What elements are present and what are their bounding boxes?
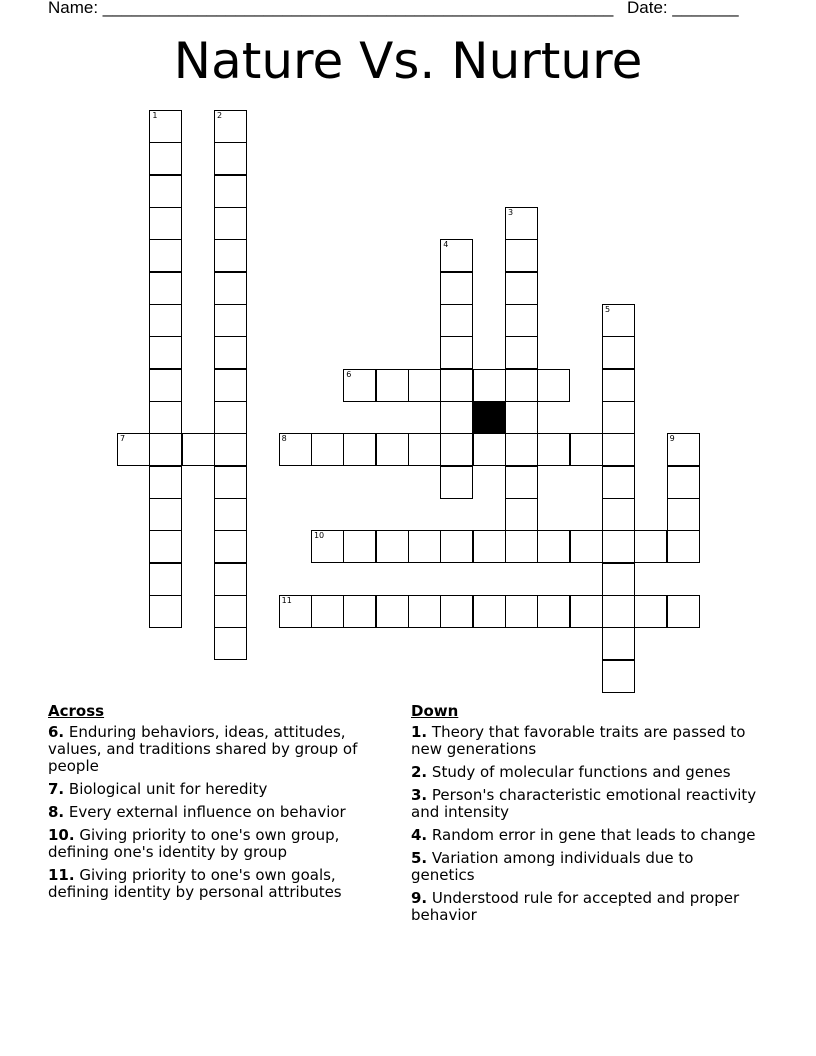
grid-cell[interactable] — [473, 369, 506, 402]
grid-cell[interactable] — [505, 530, 538, 563]
grid-cell[interactable] — [214, 563, 247, 596]
grid-cell[interactable] — [343, 530, 376, 563]
cell-number: 3 — [507, 207, 514, 217]
grid-cell[interactable] — [440, 595, 473, 628]
date-field-label: Date: _______ — [627, 0, 739, 17]
grid-cell[interactable] — [149, 498, 182, 531]
cell-number: 4 — [443, 240, 449, 250]
grid-cell[interactable] — [440, 433, 473, 466]
grid-cell[interactable] — [311, 595, 344, 628]
down-clue: 2. Study of molecular functions and genes — [411, 763, 731, 781]
across-clue: 8. Every external influence on behavior — [48, 803, 346, 821]
grid-cell[interactable] — [311, 530, 344, 563]
grid-cell[interactable] — [667, 595, 700, 628]
grid-cell[interactable] — [473, 433, 506, 466]
grid-cell[interactable] — [570, 433, 603, 466]
grid-cell[interactable] — [440, 304, 473, 337]
grid-cell[interactable] — [149, 433, 182, 466]
grid-cell[interactable] — [602, 627, 635, 660]
grid-cell[interactable] — [505, 207, 538, 240]
grid-cell[interactable] — [505, 466, 538, 499]
grid-cell[interactable] — [117, 433, 150, 466]
grid-cell[interactable] — [440, 336, 473, 369]
grid-cell[interactable] — [570, 595, 603, 628]
down-clue: 3. Person's characteristic emotional reactivity and intensity — [411, 786, 757, 821]
grid-cell[interactable] — [149, 239, 182, 272]
grid-cell[interactable] — [602, 433, 635, 466]
grid-cell[interactable] — [149, 401, 182, 434]
grid-cell[interactable] — [440, 272, 473, 305]
grid-cell[interactable] — [602, 498, 635, 531]
grid-cell[interactable] — [149, 336, 182, 369]
black-cell — [473, 401, 506, 434]
grid-cell[interactable] — [537, 433, 570, 466]
grid-cell[interactable] — [667, 530, 700, 563]
grid-cell[interactable] — [505, 433, 538, 466]
grid-cell[interactable] — [214, 175, 247, 208]
grid-cell[interactable] — [602, 660, 635, 693]
cell-number: 2 — [216, 111, 223, 120]
grid-cell[interactable] — [149, 369, 182, 402]
grid-cell[interactable] — [473, 530, 506, 563]
grid-cell[interactable] — [440, 401, 473, 434]
down-clue: 1. Theory that favorable traits are passed to new generations — [411, 723, 746, 758]
cell-number: 10 — [313, 531, 325, 541]
grid-cell[interactable] — [214, 272, 247, 305]
grid-cell[interactable] — [440, 369, 473, 402]
grid-cell[interactable] — [343, 595, 376, 628]
grid-cell[interactable] — [214, 110, 247, 143]
cell-number: 9 — [669, 434, 675, 444]
down-clue: 5. Variation among individuals due to genetics — [411, 849, 694, 884]
grid-cell[interactable] — [279, 595, 312, 628]
grid-cell[interactable] — [602, 304, 635, 337]
grid-cell[interactable] — [505, 369, 538, 402]
grid-cell[interactable] — [214, 304, 247, 337]
cell-number: 6 — [346, 369, 352, 379]
grid-cell[interactable] — [376, 595, 409, 628]
puzzle-title: Nature Vs. Nurture — [173, 32, 643, 90]
across-clue: 11. Giving priority to one's own goals, defining identity by personal attributes — [48, 866, 342, 901]
grid-cell[interactable] — [667, 466, 700, 499]
grid-cell[interactable] — [149, 110, 182, 143]
grid-cell[interactable] — [634, 595, 667, 628]
grid-cell[interactable] — [149, 272, 182, 305]
across-clues — [48, 702, 393, 907]
grid-cell[interactable] — [602, 369, 635, 402]
grid-cell[interactable] — [667, 498, 700, 531]
grid-cell[interactable] — [214, 466, 247, 499]
cell-number: 1 — [152, 111, 158, 120]
down-heading: Down — [411, 702, 459, 720]
grid-cell[interactable] — [537, 530, 570, 563]
grid-cell[interactable] — [149, 530, 182, 563]
grid-cell[interactable] — [602, 466, 635, 499]
grid-cell[interactable] — [602, 595, 635, 628]
grid-cell[interactable] — [505, 304, 538, 337]
grid-cell[interactable] — [214, 433, 247, 466]
grid-cell[interactable] — [311, 433, 344, 466]
grid-cell[interactable] — [214, 595, 247, 628]
grid-cell[interactable] — [440, 530, 473, 563]
grid-cell[interactable] — [537, 595, 570, 628]
grid-cell[interactable] — [214, 369, 247, 402]
grid-cell[interactable] — [408, 530, 441, 563]
grid-cell[interactable] — [214, 336, 247, 369]
grid-cell[interactable] — [182, 433, 215, 466]
cell-number: 7 — [120, 434, 126, 444]
grid-cell[interactable] — [214, 239, 247, 272]
grid-cell[interactable] — [440, 466, 473, 499]
grid-cell[interactable] — [505, 336, 538, 369]
grid-cell[interactable] — [214, 498, 247, 531]
across-heading: Across — [48, 702, 105, 720]
grid-cell[interactable] — [343, 369, 376, 402]
grid-cell[interactable] — [505, 272, 538, 305]
grid-cell[interactable] — [634, 530, 667, 563]
grid-cell[interactable] — [214, 401, 247, 434]
grid-cell[interactable] — [214, 627, 247, 660]
grid-cell[interactable] — [214, 142, 247, 175]
down-clue: 4. Random error in gene that leads to change — [411, 826, 756, 844]
grid-cell[interactable] — [408, 595, 441, 628]
grid-cell[interactable] — [667, 433, 700, 466]
across-clue: 10. Giving priority to one's own group, defining one's identity by group — [48, 826, 340, 861]
grid-cell[interactable] — [602, 401, 635, 434]
grid-cell[interactable] — [505, 498, 538, 531]
grid-cell[interactable] — [376, 369, 409, 402]
down-clues — [411, 702, 761, 930]
across-clue: 7. Biological unit for heredity — [48, 780, 268, 798]
grid-cell[interactable] — [602, 530, 635, 563]
grid-cell[interactable] — [149, 466, 182, 499]
cell-number: 5 — [604, 304, 611, 314]
grid-cell[interactable] — [537, 369, 570, 402]
grid-cell[interactable] — [376, 433, 409, 466]
grid-cell[interactable] — [505, 595, 538, 628]
grid-cell[interactable] — [279, 433, 312, 466]
grid-cell[interactable] — [149, 207, 182, 240]
grid-cell[interactable] — [149, 142, 182, 175]
down-clue: 9. Understood rule for accepted and proper behavior — [411, 889, 740, 924]
across-clue: 6. Enduring behaviors, ideas, attitudes, values, and traditions shared by group of people — [48, 723, 358, 775]
grid-cell[interactable] — [408, 369, 441, 402]
grid-cell[interactable] — [408, 433, 441, 466]
grid-cell[interactable] — [149, 563, 182, 596]
grid-cell[interactable] — [570, 530, 603, 563]
grid-cell[interactable] — [214, 207, 247, 240]
name-field-label: Name: ______________________________________________________ — [48, 0, 614, 17]
grid-cell[interactable] — [602, 336, 635, 369]
grid-cell[interactable] — [440, 239, 473, 272]
grid-cell[interactable] — [149, 175, 182, 208]
grid-cell[interactable] — [376, 530, 409, 563]
grid-cell[interactable] — [149, 304, 182, 337]
grid-cell[interactable] — [214, 530, 247, 563]
grid-cell[interactable] — [343, 433, 376, 466]
grid-cell[interactable] — [505, 401, 538, 434]
cell-number: 8 — [281, 434, 287, 444]
grid-cell[interactable] — [505, 239, 538, 272]
cell-number: 11 — [281, 595, 292, 605]
grid-cell[interactable] — [149, 595, 182, 628]
grid-cell[interactable] — [602, 563, 635, 596]
grid-cell[interactable] — [473, 595, 506, 628]
